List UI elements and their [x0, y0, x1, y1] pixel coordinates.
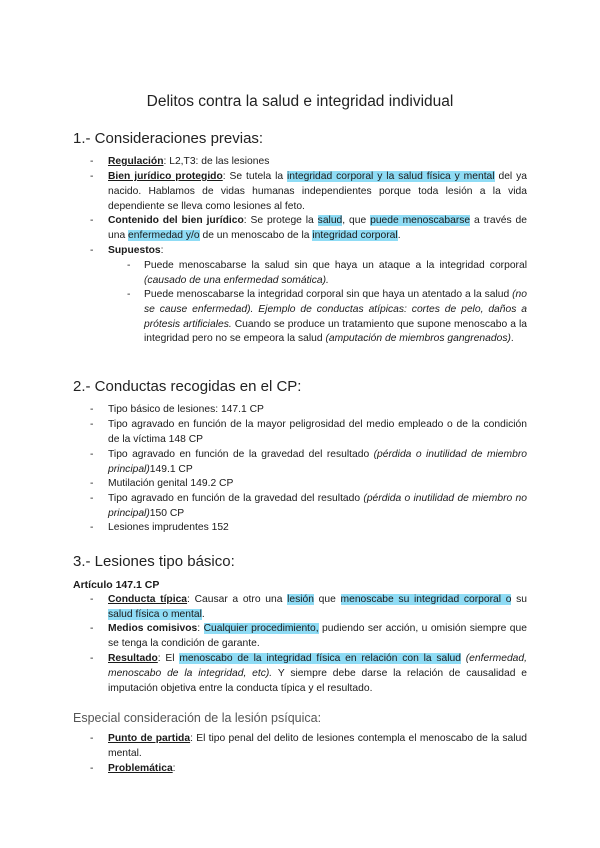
label-medios: Medios comisivos [108, 623, 198, 634]
highlight: puede menoscabarse [370, 215, 471, 226]
label-contenido: Contenido del bien jurídico [108, 215, 244, 226]
list-item-regulacion: - Regulación: L2,T3: de las lesiones [90, 156, 270, 167]
label-supuestos: Supuestos [108, 245, 161, 256]
section-1-heading: 1.- Consideraciones previas: [73, 130, 264, 147]
sub-item-2: - Puede menoscabarse la integridad corporal sin que haya un atentado a la salud (no se cause enfermedad). Ejemplo de conductas atípicas: cortes de pelo, daños a prótesis artificiales. Cuando se produce un tratamiento que supone menoscabo a la integridad pero no se empeora la salud (amputación de miembros gangrenados). [127, 289, 527, 345]
highlight: enfermedad y/o [128, 229, 200, 241]
list-item-imprudentes: - Lesiones imprudentes 152 [90, 522, 229, 533]
list-item-medios: - Medios comisivos: Cualquier procedimiento, pudiendo ser acción, u omisión siempre que se tenga la condición de garante. [90, 623, 527, 649]
section-3-heading: 3.- Lesiones tipo básico: [73, 553, 235, 570]
label-bien-juridico: Bien jurídico protegido [108, 171, 223, 182]
highlight: integridad corporal [312, 229, 398, 241]
label-problematica: Problemática [108, 763, 173, 774]
highlight: integridad corporal y la salud física y mental [287, 171, 495, 182]
list-item-agravado-medio: - Tipo agravado en función de la mayor peligrosidad del medio empleado o de la condición de la víctima 148 CP [90, 419, 527, 445]
list-item-agravado-no-principal: - Tipo agravado en función de la gravedad del resultado (pérdida o inutilidad de miembro no principal)150 CP [90, 493, 527, 519]
label-resultado: Resultado [108, 653, 158, 664]
list-item-contenido: - Contenido del bien jurídico: Se protege la salud, que puede menoscabarse a través de una enfermedad y/o de un menoscabo de la integridad corporal. [90, 215, 527, 241]
highlight: menoscabe su integridad corporal o [340, 594, 512, 605]
highlight: lesión [287, 594, 314, 605]
list-item-resultado: - Resultado: El menoscabo de la integridad física en relación con la salud (enfermedad, menoscabo de la integridad, etc). Y siempre debe darse la relación de causalidad e imputación objetiva entre la conducta típica y el resultado. [90, 653, 527, 694]
label-regulacion: Regulación [108, 156, 164, 167]
highlight: salud [317, 215, 343, 226]
article-title: Artículo 147.1 CP [73, 579, 160, 591]
list-item-problematica: - Problemática: [90, 763, 176, 774]
highlight: Cualquier procedimiento, [203, 623, 319, 634]
list-item-punto-partida: - Punto de partida: El tipo penal del delito de lesiones contempla el menoscabo de la salud mental. [90, 733, 527, 759]
label-punto-partida: Punto de partida [108, 733, 191, 744]
list-item-supuestos: - Supuestos: [90, 245, 164, 256]
label-conducta: Conducta típica [108, 594, 188, 605]
highlight: salud física o mental [108, 608, 202, 620]
sub-item-1: - Puede menoscabarse la salud sin que haya un ataque a la integridad corporal (causado de una enfermedad somática). [127, 260, 527, 286]
section-2-heading: 2.- Conductas recogidas en el CP: [73, 378, 302, 395]
list-item-bien-juridico: - Bien jurídico protegido: Se tutela la integridad corporal y la salud física y mental del ya nacido. Hablamos de vidas humanas independientes porque toda lesión a la vida dependiente se lleva como lesiones al feto. [90, 171, 527, 212]
document-title: Delitos contra la salud e integridad individual [146, 93, 454, 110]
list-item-agravado-principal: - Tipo agravado en función de la gravedad del resultado (pérdida o inutilidad de miembro principal)149.1 CP [90, 449, 527, 475]
subsection-heading: Especial consideración de la lesión psíquica: [73, 711, 322, 725]
list-item-mutilacion: - Mutilación genital 149.2 CP [90, 478, 234, 489]
list-item-tipo-basico: - Tipo básico de lesiones: 147.1 CP [90, 404, 264, 415]
list-item-conducta: - Conducta típica: Causar a otro una lesión que menoscabe su integridad corporal o su salud física o mental. [90, 594, 527, 620]
highlight: menoscabo de la integridad física en relación con la salud [179, 653, 461, 664]
